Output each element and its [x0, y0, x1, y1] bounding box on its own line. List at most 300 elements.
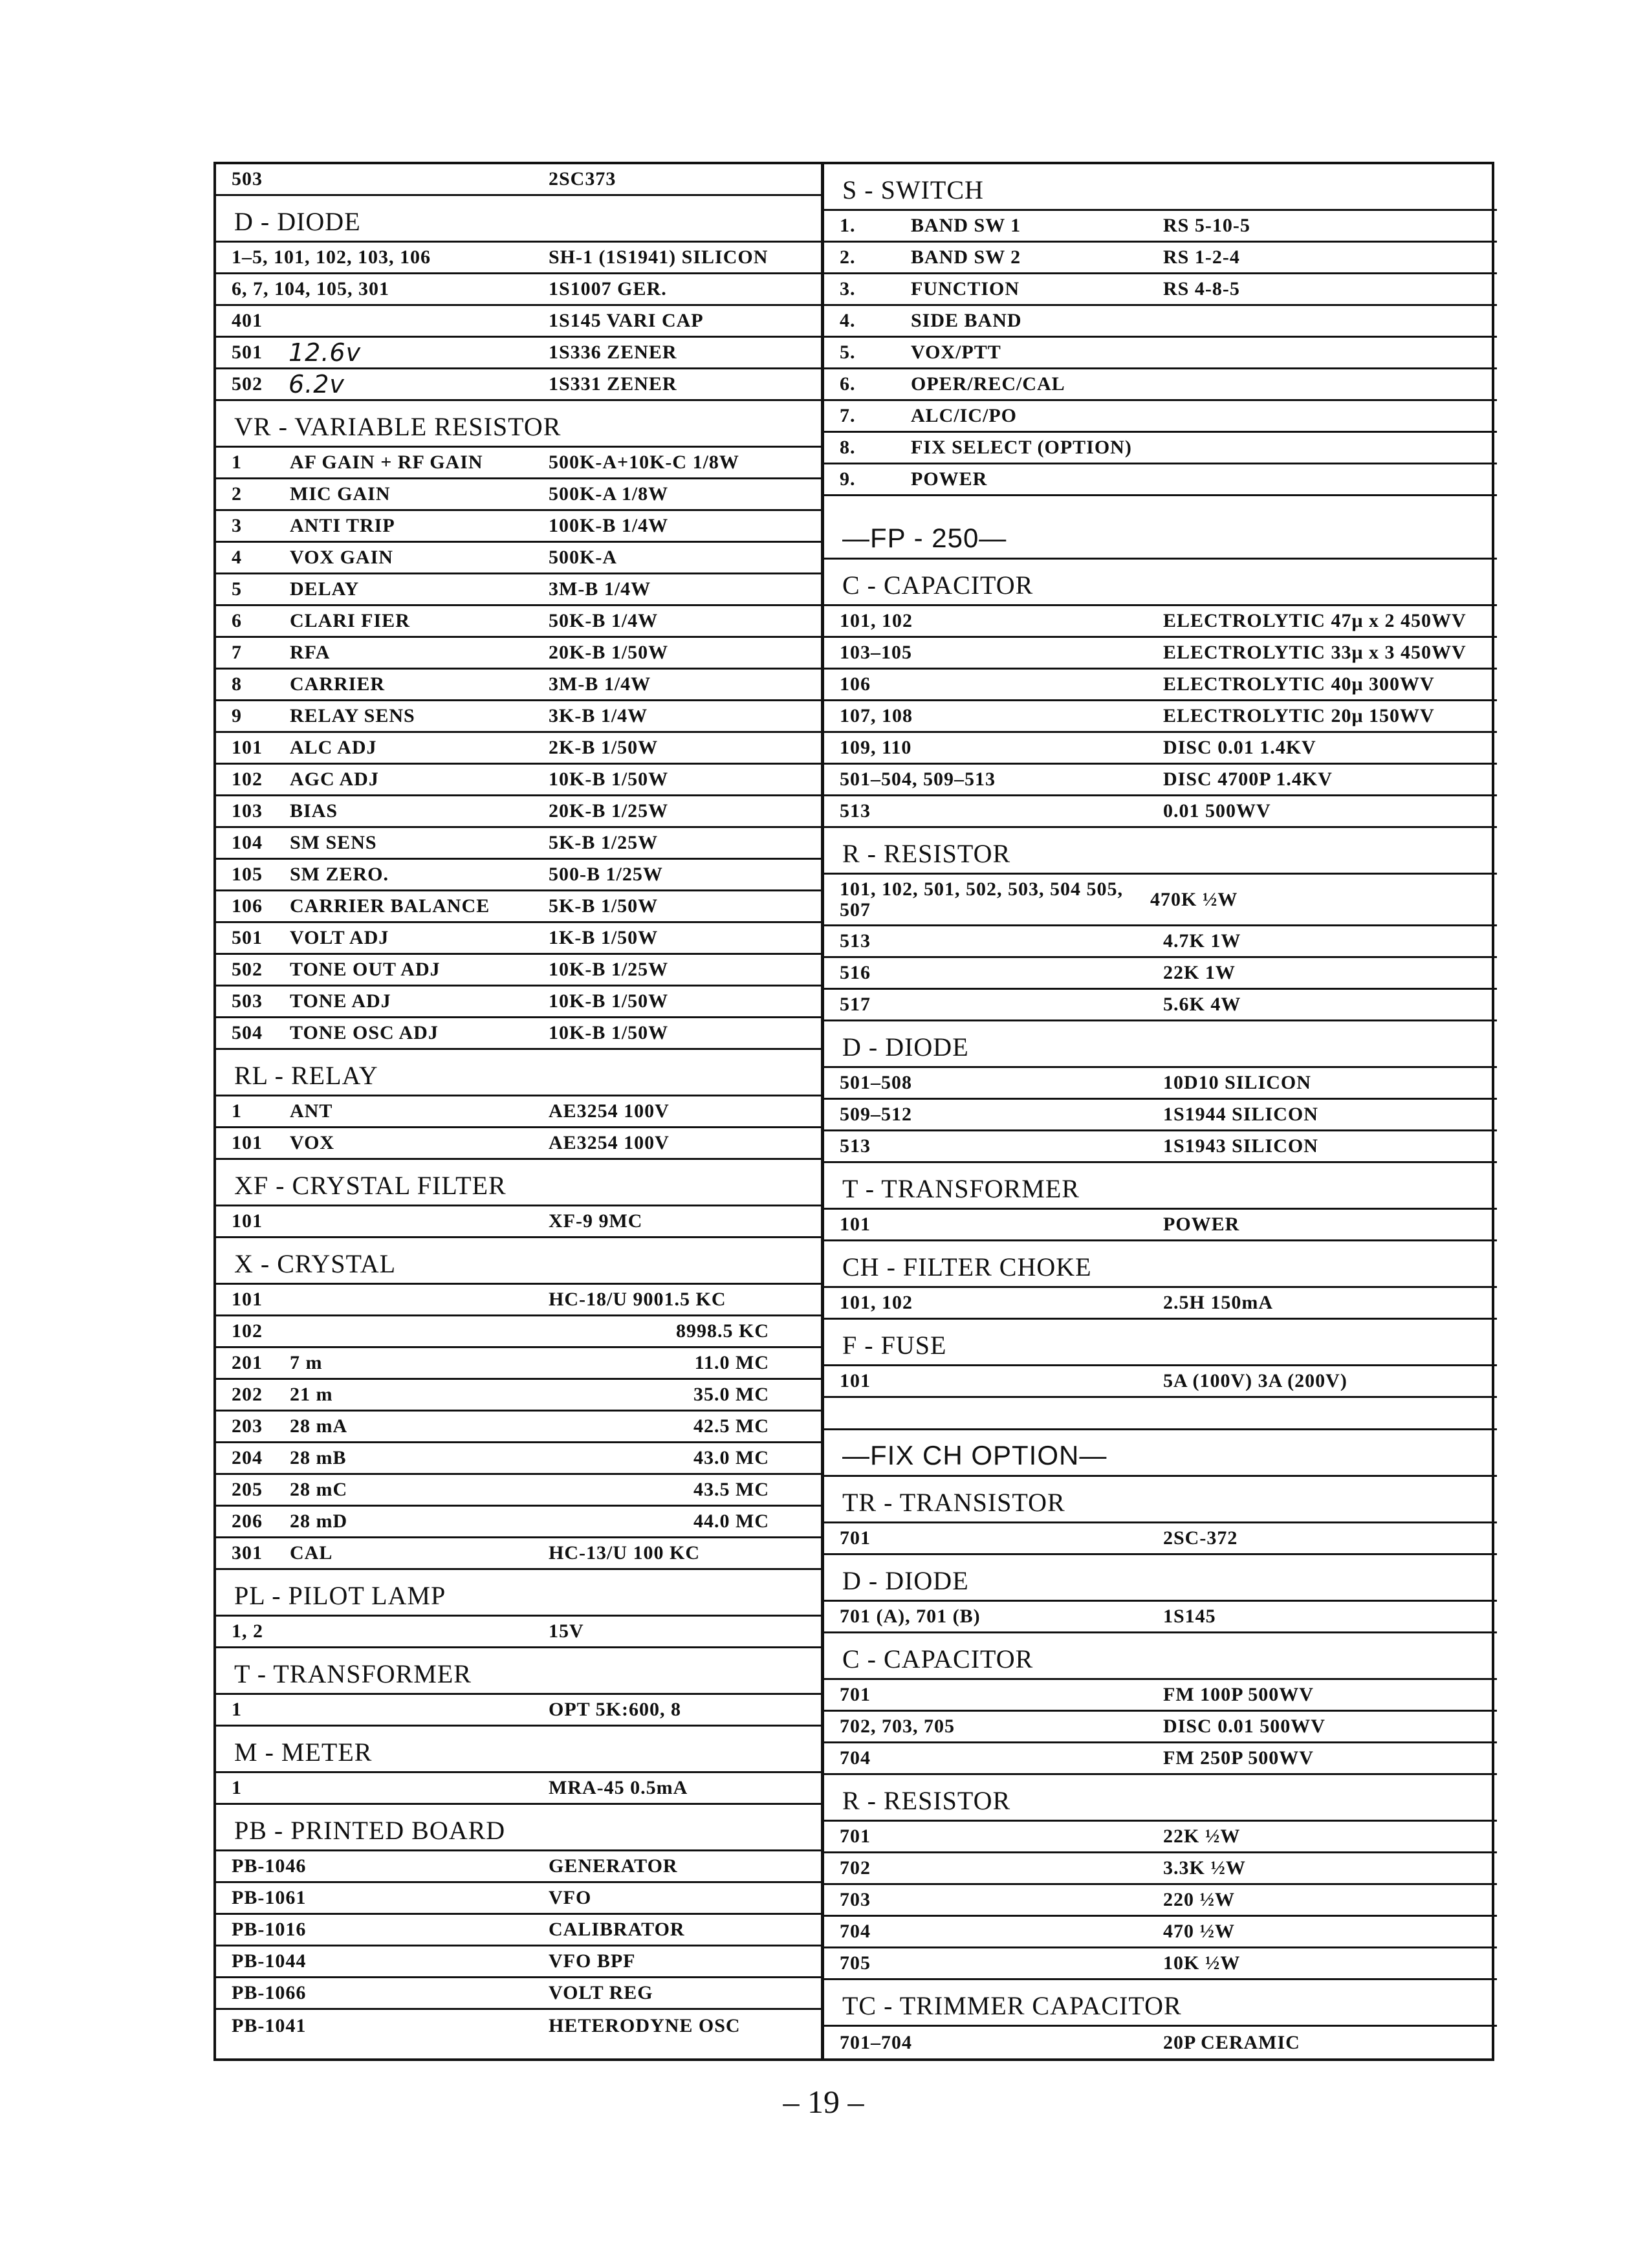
- section-header: X - CRYSTAL: [216, 1238, 821, 1285]
- part-value: 2.5H 150mA: [1163, 1292, 1273, 1313]
- part-name: ANT: [290, 1100, 333, 1122]
- part-name: AF GAIN + RF GAIN: [290, 452, 483, 473]
- part-name: CAL: [290, 1542, 333, 1564]
- table-row: [216, 574, 821, 606]
- table-row: [824, 990, 1497, 1021]
- part-value: AE3254 100V: [549, 1132, 670, 1153]
- table-row: [824, 701, 1497, 733]
- switch-number: 1.: [840, 215, 856, 236]
- part-name: AGC ADJ: [290, 769, 379, 790]
- part-value: CALIBRATOR: [549, 1919, 685, 1940]
- part-value: 42.5 MC: [693, 1415, 769, 1437]
- table-row: [216, 923, 821, 955]
- table-row: [216, 448, 821, 479]
- part-value: 500-B 1/25W: [549, 864, 663, 885]
- switch-name: FIX SELECT (OPTION): [911, 437, 1132, 458]
- part-ref: 1: [232, 1777, 242, 1798]
- part-name: VOLT ADJ: [290, 927, 389, 948]
- handwritten-note: 12.6v: [289, 338, 362, 367]
- part-ref: 501: [232, 927, 263, 948]
- table-row: [216, 765, 821, 796]
- part-ref: 517: [840, 994, 871, 1015]
- part-name: SM SENS: [290, 832, 377, 853]
- part-name: TONE OUT ADJ: [290, 959, 441, 980]
- part-ref: 101: [232, 737, 263, 758]
- table-row: [824, 1885, 1497, 1917]
- part-ref: [216, 278, 533, 300]
- part-ref: 1: [232, 452, 242, 473]
- part-value: VOLT REG: [549, 1982, 653, 2003]
- part-ref: 2: [232, 483, 242, 505]
- part-value: 1S331 ZENER: [549, 373, 677, 395]
- part-ref: PB-1041: [232, 2014, 307, 2036]
- table-row: [824, 338, 1497, 369]
- table-row: [824, 1288, 1497, 1320]
- table-row: [824, 1131, 1497, 1163]
- table-row: [824, 1602, 1497, 1633]
- section-header: —FP - 250—: [824, 496, 1497, 560]
- part-name: 28 mB: [290, 1447, 347, 1468]
- table-row: [824, 638, 1497, 670]
- part-value: 10K-B 1/50W: [549, 769, 669, 790]
- part-value: 10K-B 1/25W: [549, 959, 669, 980]
- part-ref: 101, 102: [840, 1292, 913, 1313]
- table-row: [824, 796, 1497, 828]
- part-value: 3M-B 1/4W: [549, 673, 651, 695]
- part-value: VFO: [549, 1887, 592, 1908]
- table-row: [824, 670, 1497, 701]
- part-ref: 704: [840, 1921, 871, 1942]
- switch-value: RS 1-2-4: [1163, 246, 1240, 268]
- page-number: – 19 –: [783, 2084, 864, 2120]
- table-row: [216, 1978, 821, 2010]
- part-ref: 503: [232, 990, 263, 1012]
- part-value: 1K-B 1/50W: [549, 927, 659, 948]
- part-ref: [216, 370, 533, 398]
- table-row: [824, 1948, 1497, 1980]
- part-ref: 504: [232, 1022, 263, 1043]
- part-ref: 501–504, 509–513: [840, 769, 996, 790]
- part-ref: 701: [840, 1826, 871, 1847]
- part-ref: 7: [232, 642, 242, 663]
- part-value: 43.0 MC: [693, 1447, 769, 1468]
- part-ref: 501–508: [840, 1072, 912, 1093]
- part-ref: 6: [232, 610, 242, 631]
- part-ref: 203: [232, 1415, 263, 1437]
- part-value: 1S1944 SILICON: [1163, 1104, 1318, 1125]
- section-header: VR - VARIABLE RESISTOR: [216, 401, 821, 448]
- table-row: [216, 369, 821, 401]
- table-row: [216, 1443, 821, 1475]
- table-row: [216, 638, 821, 670]
- section-header: M - METER: [216, 1727, 821, 1773]
- table-row: [216, 164, 821, 196]
- part-value: 470K ½W: [1150, 888, 1238, 910]
- part-name: 28 mA: [290, 1415, 348, 1437]
- table-row: [216, 860, 821, 891]
- part-value: 1S1007 GER.: [549, 278, 667, 300]
- table-row: [216, 1475, 821, 1507]
- table-row: [216, 1096, 821, 1128]
- table-row: [216, 2010, 821, 2042]
- table-row: [824, 1068, 1497, 1100]
- table-row: [216, 1851, 821, 1883]
- part-ref: 103–105: [840, 642, 912, 663]
- part-ref: 701–704: [840, 2031, 912, 2053]
- part-ref: 106: [840, 673, 871, 695]
- section-header: S - SWITCH: [824, 164, 1497, 211]
- part-value: 10K ½W: [1163, 1952, 1241, 1974]
- part-name: DELAY: [290, 578, 360, 600]
- table-row: [216, 243, 821, 274]
- table-row: [824, 1822, 1497, 1853]
- part-value: HC-18/U 9001.5 KC: [549, 1289, 726, 1310]
- part-value: 10K-B 1/50W: [549, 1022, 669, 1043]
- table-row: [824, 1100, 1497, 1131]
- section-header: T - TRANSFORMER: [824, 1163, 1497, 1210]
- section-header: R - RESISTOR: [824, 828, 1497, 875]
- table-row: [824, 401, 1497, 433]
- table-row: [216, 274, 821, 306]
- table-row: [824, 306, 1497, 338]
- table-row: [216, 1412, 821, 1443]
- part-value: 22K 1W: [1163, 962, 1236, 983]
- right-column: [824, 164, 1497, 2058]
- table-row: [216, 1380, 821, 1412]
- part-name: 28 mC: [290, 1479, 348, 1500]
- part-ref: 701: [840, 1527, 871, 1549]
- switch-name: SIDE BAND: [911, 310, 1022, 331]
- part-ref-text: 6, 7, 104, 105, 301: [232, 278, 389, 300]
- part-value: 20K-B 1/25W: [549, 800, 669, 822]
- part-value: ELECTROLYTIC 20μ 150WV: [1163, 705, 1435, 726]
- part-value: HC-13/U 100 KC: [549, 1542, 700, 1564]
- section-header: XF - CRYSTAL FILTER: [216, 1160, 821, 1206]
- part-ref: PB-1016: [232, 1919, 307, 1940]
- part-value: 5.6K 4W: [1163, 994, 1241, 1015]
- part-value: FM 250P 500WV: [1163, 1747, 1314, 1769]
- table-row: [216, 828, 821, 860]
- part-value: 5A (100V) 3A (200V): [1163, 1370, 1347, 1391]
- part-ref: [216, 246, 533, 268]
- switch-name: OPER/REC/CAL: [911, 373, 1065, 395]
- part-ref-text: 501: [232, 342, 263, 363]
- left-column: [216, 164, 824, 2058]
- part-value: HETERODYNE OSC: [549, 2014, 741, 2036]
- section-header: R - RESISTOR: [824, 1775, 1497, 1822]
- part-name: BIAS: [290, 800, 338, 822]
- table-row: [824, 1366, 1497, 1398]
- section-header: C - CAPACITOR: [824, 560, 1497, 606]
- part-ref: 101, 102: [840, 610, 913, 631]
- part-value: DISC 4700P 1.4KV: [1163, 769, 1333, 790]
- table-row: [216, 1018, 821, 1050]
- part-value: 470 ½W: [1163, 1921, 1235, 1942]
- part-ref-text: 502: [232, 373, 263, 395]
- table-row: [216, 1617, 821, 1648]
- part-name: RFA: [290, 642, 331, 663]
- table-row: [824, 369, 1497, 401]
- part-ref: 4: [232, 547, 242, 568]
- part-value: 43.5 MC: [693, 1479, 769, 1500]
- part-value: 15V: [549, 1620, 584, 1642]
- part-value: SH-1 (1S1941) SILICON: [549, 246, 769, 268]
- part-ref: 702: [840, 1857, 871, 1879]
- part-ref: PB-1061: [232, 1887, 307, 1908]
- part-value: POWER: [1163, 1214, 1240, 1235]
- table-row: [216, 338, 821, 369]
- section-header: CH - FILTER CHOKE: [824, 1241, 1497, 1288]
- table-row: [216, 955, 821, 987]
- part-name: TONE ADJ: [290, 990, 391, 1012]
- table-row: [216, 606, 821, 638]
- part-ref: PB-1046: [232, 1855, 307, 1877]
- part-ref: 101, 102, 501, 502, 503, 504 505, 507: [840, 878, 1123, 921]
- part-ref: 5: [232, 578, 242, 600]
- part-value: 22K ½W: [1163, 1826, 1241, 1847]
- part-ref: 1, 2: [232, 1620, 263, 1642]
- table-row: [824, 2027, 1497, 2058]
- part-ref: 701: [840, 1684, 871, 1705]
- section-header: D - DIODE: [216, 196, 821, 243]
- part-ref: 701 (A), 701 (B): [840, 1606, 981, 1627]
- switch-name: VOX/PTT: [911, 342, 1001, 363]
- part-name: RELAY SENS: [290, 705, 415, 726]
- table-row: [216, 1285, 821, 1316]
- table-row: [216, 1773, 821, 1805]
- part-name: 21 m: [290, 1384, 333, 1405]
- part-ref: 3: [232, 515, 242, 536]
- part-ref: 1: [232, 1699, 242, 1720]
- part-ref: 204: [232, 1447, 263, 1468]
- table-row: [216, 891, 821, 923]
- part-value: ELECTROLYTIC 40μ 300WV: [1163, 673, 1435, 695]
- switch-name: ALC/IC/PO: [911, 405, 1018, 426]
- switch-number: 3.: [840, 278, 856, 300]
- part-ref: 105: [232, 864, 263, 885]
- switch-name: BAND SW 2: [911, 246, 1021, 268]
- section-header: T - TRANSFORMER: [216, 1648, 821, 1695]
- part-ref: 101: [232, 1289, 263, 1310]
- part-name: 7 m: [290, 1352, 323, 1373]
- part-ref: 104: [232, 832, 263, 853]
- part-ref: 101: [232, 1210, 263, 1232]
- section-header: TC - TRIMMER CAPACITOR: [824, 1980, 1497, 2027]
- part-ref: 513: [840, 800, 871, 822]
- part-ref: 502: [232, 959, 263, 980]
- part-name: CARRIER BALANCE: [290, 895, 490, 917]
- part-ref: 513: [840, 1135, 871, 1157]
- part-ref: 704: [840, 1747, 871, 1769]
- part-ref: 103: [232, 800, 263, 822]
- part-value: 20P CERAMIC: [1163, 2031, 1300, 2053]
- part-value: 5K-B 1/25W: [549, 832, 659, 853]
- table-row: [216, 543, 821, 574]
- part-ref: PB-1066: [232, 1982, 307, 2003]
- part-ref: 202: [232, 1384, 263, 1405]
- table-row: [216, 511, 821, 543]
- switch-name: FUNCTION: [911, 278, 1020, 300]
- part-name: ANTI TRIP: [290, 515, 395, 536]
- part-value: DISC 0.01 500WV: [1163, 1716, 1325, 1737]
- part-ref: 107, 108: [840, 705, 913, 726]
- part-value: 2K-B 1/50W: [549, 737, 659, 758]
- table-row: [824, 875, 1497, 926]
- section-header: PB - PRINTED BOARD: [216, 1805, 821, 1851]
- table-row: [824, 1712, 1497, 1743]
- part-ref: 509–512: [840, 1104, 912, 1125]
- part-value: AE3254 100V: [549, 1100, 670, 1122]
- table-row: [216, 1348, 821, 1380]
- part-name: VOX GAIN: [290, 547, 393, 568]
- part-value: 500K-A: [549, 547, 617, 568]
- part-name: 28 mD: [290, 1510, 348, 1532]
- part-ref: 503: [232, 168, 263, 190]
- table-row: [216, 670, 821, 701]
- switch-number: 6.: [840, 373, 856, 395]
- part-value: ELECTROLYTIC 47μ x 2 450WV: [1163, 610, 1467, 631]
- table-row: [216, 1507, 821, 1538]
- part-ref: 8: [232, 673, 242, 695]
- table-row: [216, 733, 821, 765]
- part-ref: [216, 310, 533, 332]
- part-value: GENERATOR: [549, 1855, 678, 1877]
- table-row: [216, 1538, 821, 1570]
- table-row: [216, 796, 821, 828]
- part-value: 10D10 SILICON: [1163, 1072, 1311, 1093]
- section-header: PL - PILOT LAMP: [216, 1570, 821, 1617]
- part-ref: 101: [232, 1132, 263, 1153]
- part-value: 1S1943 SILICON: [1163, 1135, 1318, 1157]
- part-value: 8998.5 KC: [676, 1320, 769, 1342]
- switch-number: 7.: [840, 405, 856, 426]
- part-ref-text: 1–5, 101, 102, 103, 106: [232, 246, 431, 268]
- table-row: [824, 958, 1497, 990]
- part-ref: 703: [840, 1889, 871, 1910]
- part-value: 3.3K ½W: [1163, 1857, 1246, 1879]
- part-value: 1S145 VARI CAP: [549, 310, 704, 331]
- part-ref: 102: [232, 769, 263, 790]
- table-row: [216, 701, 821, 733]
- part-name: TONE OSC ADJ: [290, 1022, 439, 1043]
- table-row: [824, 464, 1497, 496]
- part-ref: 106: [232, 895, 263, 917]
- table-row: [824, 765, 1497, 796]
- part-ref: [216, 338, 533, 367]
- part-ref: 101: [840, 1214, 871, 1235]
- part-value: 3K-B 1/4W: [549, 705, 648, 726]
- blank-row: [824, 1398, 1497, 1430]
- table-row: [824, 1743, 1497, 1775]
- part-value: 1S336 ZENER: [549, 342, 677, 363]
- part-value: 3M-B 1/4W: [549, 578, 651, 600]
- part-ref-text: 401: [232, 310, 263, 331]
- table-row: [216, 1695, 821, 1727]
- part-ref: 206: [232, 1510, 263, 1532]
- table-row: [824, 211, 1497, 243]
- part-value: XF-9 9MC: [549, 1210, 643, 1232]
- table-row: [216, 479, 821, 511]
- part-value: 44.0 MC: [693, 1510, 769, 1532]
- part-name: VOX: [290, 1132, 335, 1153]
- switch-number: 5.: [840, 342, 856, 363]
- section-header: TR - TRANSISTOR: [824, 1477, 1497, 1523]
- table-row: [824, 1917, 1497, 1948]
- part-ref: 516: [840, 962, 871, 983]
- part-value: 0.01 500WV: [1163, 800, 1271, 822]
- table-row: [824, 433, 1497, 464]
- part-value: 100K-B 1/4W: [549, 515, 669, 536]
- part-value: 500K-A+10K-C 1/8W: [549, 452, 739, 473]
- section-header: D - DIODE: [824, 1555, 1497, 1602]
- switch-name: POWER: [911, 468, 988, 490]
- switch-number: 8.: [840, 437, 856, 458]
- switch-number: 9.: [840, 468, 856, 490]
- section-header: D - DIODE: [824, 1021, 1497, 1068]
- part-ref: 201: [232, 1352, 263, 1373]
- switch-number: 4.: [840, 310, 856, 331]
- part-ref: 101: [840, 1370, 871, 1391]
- part-value: 20K-B 1/50W: [549, 642, 669, 663]
- part-ref: PB-1044: [232, 1950, 307, 1972]
- part-ref: 109, 110: [840, 737, 912, 758]
- table-row: [824, 606, 1497, 638]
- table-row: [216, 1915, 821, 1946]
- part-ref: 513: [840, 930, 871, 952]
- section-header: F - FUSE: [824, 1320, 1497, 1366]
- part-name: CARRIER: [290, 673, 386, 695]
- table-row: [824, 243, 1497, 274]
- part-value: 10K-B 1/50W: [549, 990, 669, 1012]
- part-ref: 9: [232, 705, 242, 726]
- part-value: DISC 0.01 1.4KV: [1163, 737, 1316, 758]
- part-ref: 702, 703, 705: [840, 1716, 955, 1737]
- table-row: [216, 1316, 821, 1348]
- table-row: [824, 733, 1497, 765]
- table-row: [216, 987, 821, 1018]
- parts-list-table: [213, 162, 1494, 2061]
- section-header: C - CAPACITOR: [824, 1633, 1497, 1680]
- part-ref: 102: [232, 1320, 263, 1342]
- table-row: [824, 1523, 1497, 1555]
- table-row: [216, 1206, 821, 1238]
- part-value: 2SC373: [549, 168, 616, 190]
- switch-number: 2.: [840, 246, 856, 268]
- handwritten-note: 6.2v: [289, 370, 345, 398]
- section-header: RL - RELAY: [216, 1050, 821, 1096]
- part-value: 5K-B 1/50W: [549, 895, 659, 917]
- table-row: [216, 1946, 821, 1978]
- part-value: VFO BPF: [549, 1950, 636, 1972]
- part-value: 1S145: [1163, 1606, 1216, 1627]
- part-value: 4.7K 1W: [1163, 930, 1241, 952]
- part-value: OPT 5K:600, 8: [549, 1699, 681, 1720]
- table-row: [824, 926, 1497, 958]
- part-value: MRA-45 0.5mA: [549, 1777, 688, 1798]
- table-row: [824, 274, 1497, 306]
- part-name: CLARI FIER: [290, 610, 410, 631]
- table-row: [216, 1883, 821, 1915]
- switch-name: BAND SW 1: [911, 215, 1021, 236]
- part-value: ELECTROLYTIC 33μ x 3 450WV: [1163, 642, 1467, 663]
- part-ref: 301: [232, 1542, 263, 1564]
- table-row: [216, 306, 821, 338]
- table-row: [824, 1853, 1497, 1885]
- part-name: SM ZERO.: [290, 864, 389, 885]
- table-row: [824, 1210, 1497, 1241]
- part-name: MIC GAIN: [290, 483, 391, 505]
- part-value: 11.0 MC: [694, 1352, 769, 1373]
